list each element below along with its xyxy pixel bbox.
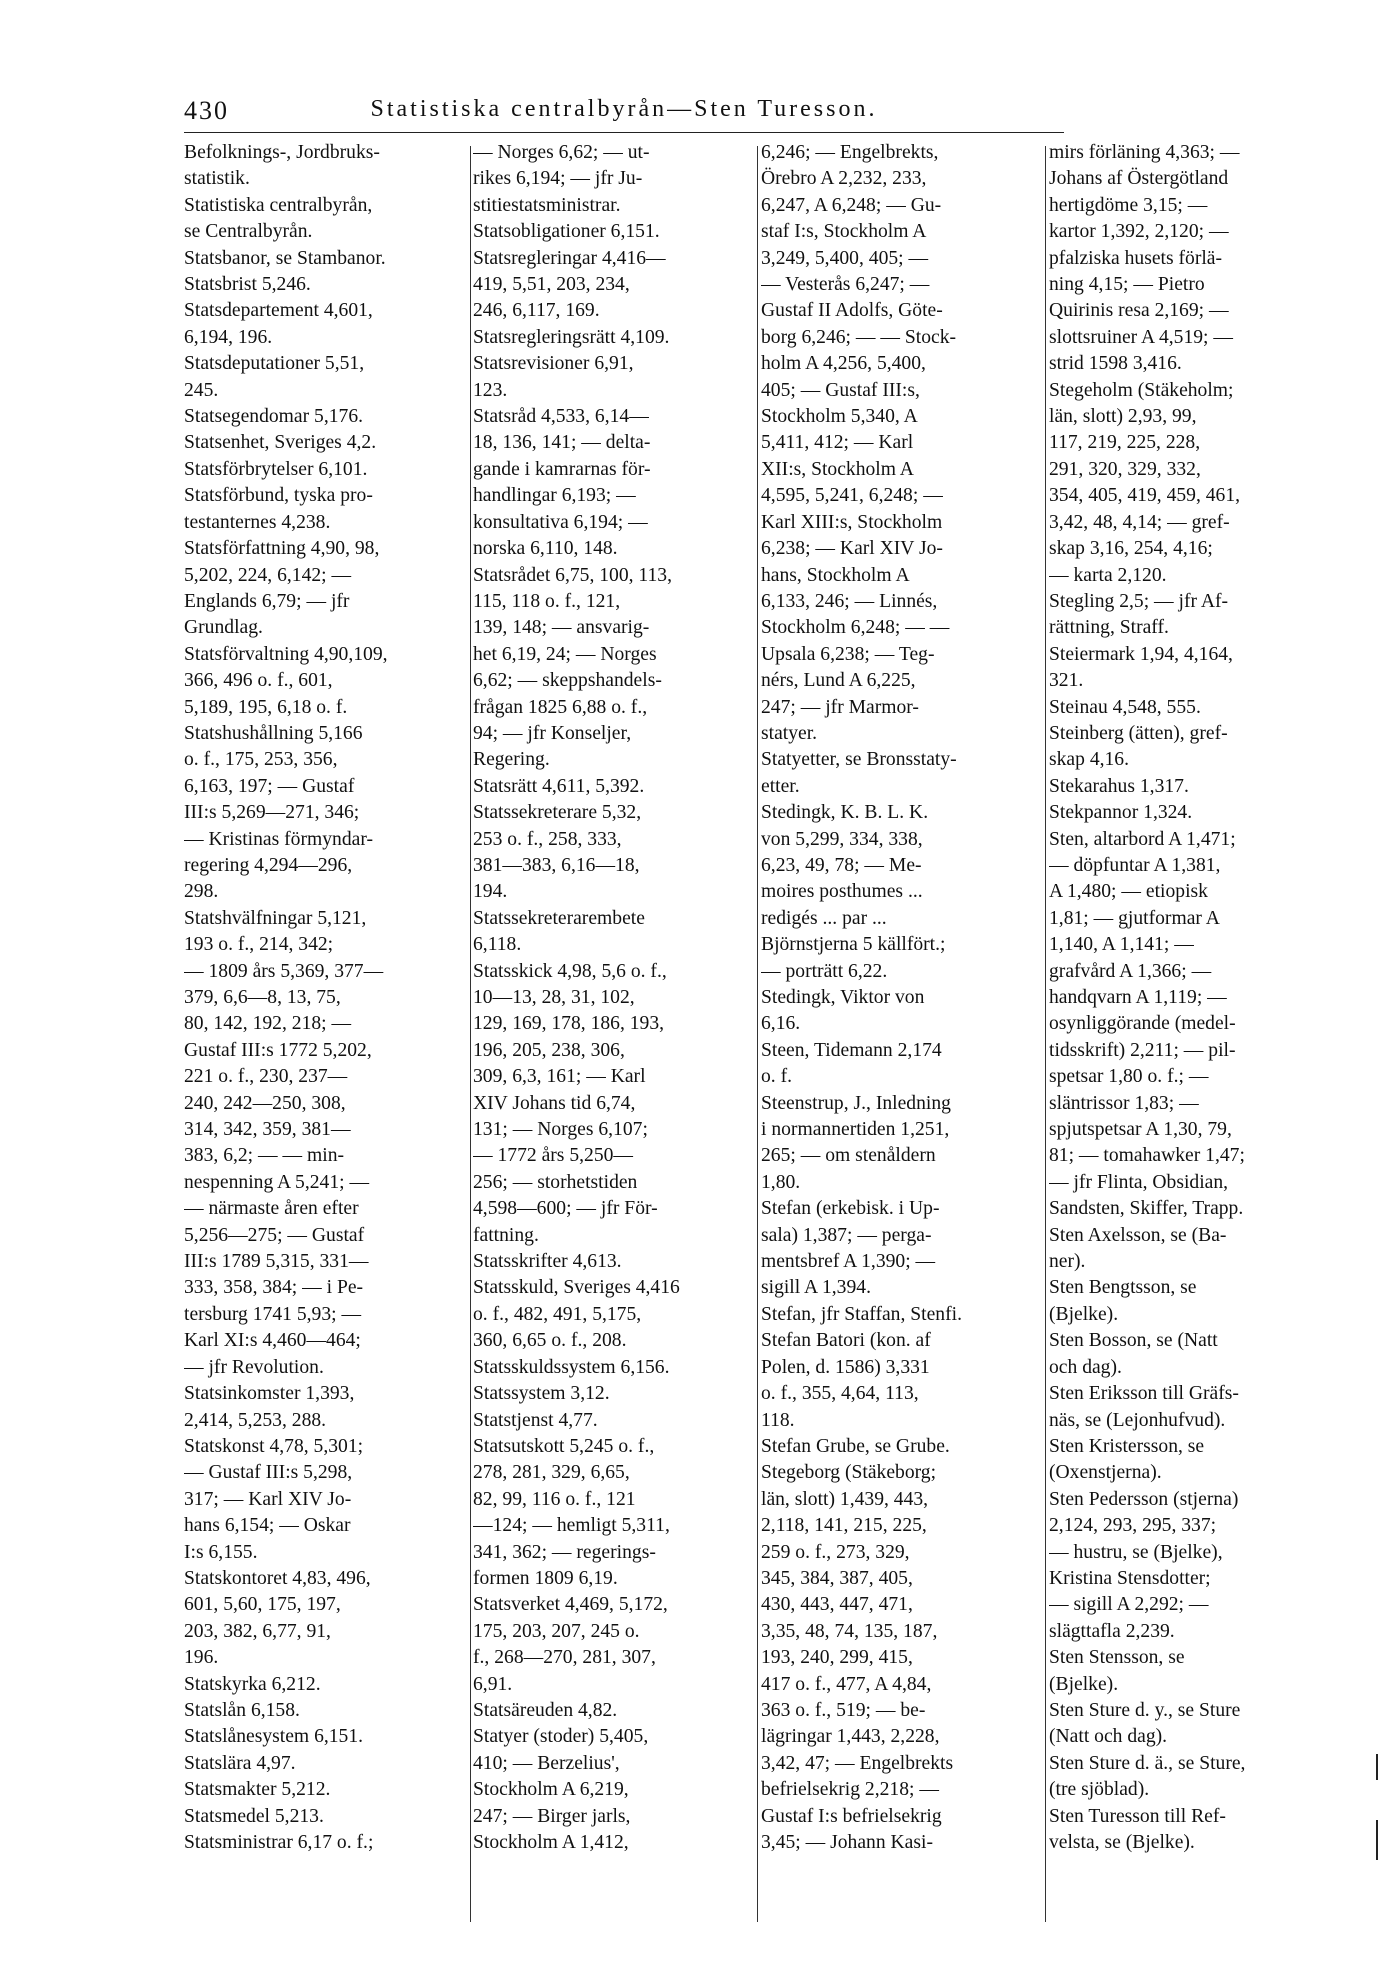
index-line: 256; — storhetstiden xyxy=(473,1171,638,1193)
index-line: Statssekreterare 5,32, xyxy=(473,802,642,824)
index-line: testanternes 4,238. xyxy=(184,511,331,533)
index-line: (Oxenstjerna). xyxy=(1049,1462,1162,1484)
index-line: Sten Pedersson (stjerna) xyxy=(1049,1488,1239,1510)
index-line: Sten Stensson, se xyxy=(1049,1647,1185,1669)
index-line: XII:s, Stockholm A xyxy=(761,458,914,480)
index-line: Statsmakter 5,212. xyxy=(184,1779,331,1801)
index-line: 247; — jfr Marmor- xyxy=(761,696,919,718)
index-line: Statslån 6,158. xyxy=(184,1699,300,1721)
index-line: 240, 242—250, 308, xyxy=(184,1092,346,1114)
index-line: hertigdöme 3,15; — xyxy=(1049,194,1208,216)
index-line: sala) 1,387; — perga- xyxy=(761,1224,932,1246)
index-line: 6,62; — skeppshandels- xyxy=(473,670,662,692)
index-line: Statskonst 4,78, 5,301; xyxy=(184,1435,364,1457)
index-line: Statsinkomster 1,393, xyxy=(184,1383,355,1405)
index-line: näs, se (Lejonhufvud). xyxy=(1049,1409,1226,1431)
index-line: Statstjenst 4,77. xyxy=(473,1409,598,1431)
index-line: Statsmedel 5,213. xyxy=(184,1805,324,1827)
index-line: 265; — om stenåldern xyxy=(761,1145,936,1167)
index-line: Statsregleringar 4,416— xyxy=(473,247,666,269)
index-line: 80, 142, 192, 218; — xyxy=(184,1013,352,1035)
index-line: 298. xyxy=(184,881,219,903)
index-line: —124; — hemligt 5,311, xyxy=(473,1515,670,1537)
index-line: Statyetter, se Bronsstaty- xyxy=(761,749,957,771)
index-line: 366, 496 o. f., 601, xyxy=(184,670,333,692)
index-line: i normannertiden 1,251, xyxy=(761,1119,950,1141)
index-line: 309, 6,3, 161; — Karl xyxy=(473,1066,646,1088)
index-line: Statsregleringsrätt 4,109. xyxy=(473,326,670,348)
index-line: (tre sjöblad). xyxy=(1049,1779,1150,1801)
index-line: Statsenhet, Sveriges 4,2. xyxy=(184,432,377,454)
index-line: Englands 6,79; — jfr xyxy=(184,590,350,612)
index-line: Statssystem 3,12. xyxy=(473,1383,610,1405)
index-line: ner). xyxy=(1049,1251,1086,1273)
index-line: 417 o. f., 477, A 4,84, xyxy=(761,1673,932,1695)
index-line: 6,163, 197; — Gustaf xyxy=(184,775,355,797)
index-line: 221 o. f., 230, 237— xyxy=(184,1066,348,1088)
index-line: Sten Bengtsson, se xyxy=(1049,1277,1197,1299)
index-line: 194. xyxy=(473,881,508,903)
index-line: lägringar 1,443, 2,228, xyxy=(761,1726,940,1748)
index-line: pfalziska husets förlä- xyxy=(1049,247,1223,269)
index-line: 131; — Norges 6,107; xyxy=(473,1119,648,1141)
index-line: 4,598—600; — jfr För- xyxy=(473,1198,658,1220)
index-line: handqvarn A 1,119; — xyxy=(1049,987,1227,1008)
index-line: och dag). xyxy=(1049,1356,1122,1378)
index-line: fattning. xyxy=(473,1224,539,1246)
index-line: Sten Sture d. ä., se Sture, xyxy=(1049,1752,1246,1774)
index-line: Sandsten, Skiffer, Trapp. xyxy=(1049,1198,1244,1220)
index-line: 2,118, 141, 215, 225, xyxy=(761,1515,927,1537)
index-line: Karl XIII:s, Stockholm xyxy=(761,511,943,533)
index-line: etter. xyxy=(761,775,800,797)
index-line: 1,80. xyxy=(761,1171,801,1193)
index-line: 2,414, 5,253, 288. xyxy=(184,1409,327,1431)
index-line: Örebro A 2,232, 233, xyxy=(761,168,927,190)
index-line: Statsrevisioner 6,91, xyxy=(473,353,634,375)
index-line: Stefan (erkebisk. i Up- xyxy=(761,1198,940,1220)
index-line: velsta, se (Bjelke). xyxy=(1049,1832,1195,1853)
index-line: 291, 320, 329, 332, xyxy=(1049,458,1201,480)
index-line: o. f., 482, 491, 5,175, xyxy=(473,1303,642,1325)
index-line: nérs, Lund A 6,225, xyxy=(761,670,916,692)
index-line: stitiestatsministrar. xyxy=(473,194,621,216)
index-line: Sten Bosson, se (Natt xyxy=(1049,1330,1218,1352)
index-line: Kristina Stensdotter; xyxy=(1049,1567,1211,1589)
index-column-2 xyxy=(473,140,756,1930)
index-line: rättning, Straff. xyxy=(1049,617,1169,639)
index-line: 247; — Birger jarls, xyxy=(473,1805,631,1827)
index-line: Steiermark 1,94, 4,164, xyxy=(1049,643,1233,665)
index-line: Stockholm 6,248; — — xyxy=(761,617,950,639)
index-line: borg 6,246; — — Stock- xyxy=(761,326,957,348)
index-line: 419, 5,51, 203, 234, xyxy=(473,274,630,296)
index-line: nespenning A 5,241; — xyxy=(184,1171,370,1193)
index-line: Befolknings-, Jordbruks- xyxy=(184,142,380,163)
index-line: kartor 1,392, 2,120; — xyxy=(1049,221,1229,243)
index-line: — Gustaf III:s 5,298, xyxy=(184,1462,353,1484)
index-line: 259 o. f., 273, 329, xyxy=(761,1541,910,1563)
index-line: Statsskuldssystem 6,156. xyxy=(473,1356,670,1378)
index-line: 175, 203, 207, 245 o. xyxy=(473,1620,640,1642)
index-line: Statsutskott 5,245 o. f., xyxy=(473,1435,655,1457)
running-head: Statistiska centralbyrån—Sten Turesson. xyxy=(370,96,878,122)
index-line: 379, 6,6—8, 13, 75, xyxy=(184,987,341,1008)
index-line: 405; — Gustaf III:s, xyxy=(761,379,920,401)
index-line: — närmaste åren efter xyxy=(184,1198,359,1220)
index-line: Grundlag. xyxy=(184,617,263,639)
index-line: Statsrådet 6,75, 100, 113, xyxy=(473,564,672,586)
index-line: Steenstrup, J., Inledning xyxy=(761,1092,951,1114)
index-line: Statshvälfningar 5,121, xyxy=(184,907,367,929)
index-line: spjutspetsar A 1,30, 79, xyxy=(1049,1119,1232,1141)
index-line: Statsäreuden 4,82. xyxy=(473,1699,618,1721)
index-line: — Kristinas förmyndar- xyxy=(184,828,373,850)
page-number: 430 xyxy=(184,96,229,125)
index-line: Statsråd 4,533, 6,14— xyxy=(473,406,649,428)
index-line: Statsbrist 5,246. xyxy=(184,274,311,296)
index-line: 115, 118 o. f., 121, xyxy=(473,590,621,612)
index-line: 253 o. f., 258, 333, xyxy=(473,828,622,850)
index-line: formen 1809 6,19. xyxy=(473,1567,618,1589)
index-line: statyer. xyxy=(761,722,818,744)
index-line: Johans af Östergötland xyxy=(1049,168,1229,190)
index-line: 3,42, 47; — Engelbrekts xyxy=(761,1752,954,1774)
index-line: — jfr Flinta, Obsidian, xyxy=(1049,1171,1229,1193)
index-line: Statshushållning 5,166 xyxy=(184,722,363,744)
index-line: Statsförbund, tyska pro- xyxy=(184,485,373,507)
index-line: Stekpannor 1,324. xyxy=(1049,802,1193,824)
index-line: 3,249, 5,400, 405; — xyxy=(761,247,929,269)
index-line: tidsskrift) 2,211; — pil- xyxy=(1049,1039,1236,1061)
index-line: län, slott) 1,439, 443, xyxy=(761,1488,929,1510)
index-line: konsultativa 6,194; — xyxy=(473,511,648,533)
index-line: moires posthumes ... xyxy=(761,881,923,903)
index-line: 94; — jfr Konseljer, xyxy=(473,722,632,744)
index-line: o. f. xyxy=(761,1066,793,1088)
index-line: holm A 4,256, 5,400, xyxy=(761,353,926,375)
index-line: Stegeborg (Stäkeborg; xyxy=(761,1462,937,1484)
index-line: 430, 443, 447, 471, xyxy=(761,1594,913,1616)
index-column-4 xyxy=(1049,140,1343,1930)
index-line: Steinau 4,548, 555. xyxy=(1049,696,1201,718)
index-line: Statssekreterarembete xyxy=(473,907,645,929)
index-line: ning 4,15; — Pietro xyxy=(1049,274,1205,296)
index-line: III:s 5,269—271, 346; xyxy=(184,802,360,824)
index-line: Sten, altarbord A 1,471; xyxy=(1049,828,1236,850)
index-line: 139, 148; — ansvarig- xyxy=(473,617,650,639)
index-line: 193, 240, 299, 415, xyxy=(761,1647,913,1669)
index-column-1 xyxy=(184,140,469,1930)
index-line: 410; — Berzelius', xyxy=(473,1752,620,1774)
index-line: slottsruiner A 4,519; — xyxy=(1049,326,1233,348)
index-line: 196, 205, 238, 306, xyxy=(473,1039,625,1061)
index-line: 6,246; — Engelbrekts, xyxy=(761,142,939,163)
index-line: o. f., 175, 253, 356, xyxy=(184,749,338,771)
index-line: Stockholm 5,340, A xyxy=(761,406,918,428)
index-line: 6,194, 196. xyxy=(184,326,273,348)
index-line: Steen, Tidemann 2,174 xyxy=(761,1039,942,1061)
index-line: 6,16. xyxy=(761,1013,801,1035)
index-line: Statslånesystem 6,151. xyxy=(184,1726,364,1748)
index-line: — sigill A 2,292; — xyxy=(1049,1594,1209,1616)
index-line: Statsobligationer 6,151. xyxy=(473,221,660,243)
index-line: 333, 358, 384; — i Pe- xyxy=(184,1277,364,1299)
index-line: — döpfuntar A 1,381, xyxy=(1049,854,1221,876)
index-line: 6,247, A 6,248; — Gu- xyxy=(761,194,942,216)
index-line: 363 o. f., 519; — be- xyxy=(761,1699,926,1721)
column-divider xyxy=(1045,146,1046,1922)
index-line: — hustru, se (Bjelke), xyxy=(1049,1541,1223,1563)
header-rule xyxy=(184,132,1064,133)
index-line: sigill A 1,394. xyxy=(761,1277,871,1299)
index-line: befrielsekrig 2,218; — xyxy=(761,1779,939,1801)
index-line: Statsförvaltning 4,90,109, xyxy=(184,643,388,665)
index-line: Karl XI:s 4,460—464; xyxy=(184,1330,361,1352)
index-line: Björnstjerna 5 källfört.; xyxy=(761,934,946,956)
index-line: 341, 362; — regerings- xyxy=(473,1541,656,1563)
index-line: handlingar 6,193; — xyxy=(473,485,636,507)
index-line: Stefan Grube, se Grube. xyxy=(761,1435,950,1457)
index-line: Gustaf III:s 1772 5,202, xyxy=(184,1039,372,1061)
index-line: Stockholm A 6,219, xyxy=(473,1779,629,1801)
index-line: Statskyrka 6,212. xyxy=(184,1673,321,1695)
index-line: 381—383, 6,16—18, xyxy=(473,854,640,876)
index-line: 10—13, 28, 31, 102, xyxy=(473,987,635,1008)
index-line: staf I:s, Stockholm A xyxy=(761,221,927,243)
index-line: Quirinis resa 2,169; — xyxy=(1049,300,1229,322)
index-line: 203, 382, 6,77, 91, xyxy=(184,1620,331,1642)
index-line: — karta 2,120. xyxy=(1049,564,1167,586)
index-line: hans 6,154; — Oskar xyxy=(184,1515,351,1537)
index-line: 6,133, 246; — Linnés, xyxy=(761,590,938,612)
index-line: 360, 6,65 o. f., 208. xyxy=(473,1330,627,1352)
index-line: 82, 99, 116 o. f., 121 xyxy=(473,1488,636,1510)
edge-mark xyxy=(1376,1754,1378,1780)
index-line: Sten Sture d. y., se Sture xyxy=(1049,1699,1241,1721)
index-line: XIV Johans tid 6,74, xyxy=(473,1092,636,1114)
index-line: 6,91. xyxy=(473,1673,513,1695)
index-line: 278, 281, 329, 6,65, xyxy=(473,1462,630,1484)
index-line: Stegeholm (Stäkeholm; xyxy=(1049,379,1234,401)
index-line: 3,42, 48, 4,14; — gref- xyxy=(1049,511,1230,533)
edge-mark xyxy=(1376,1820,1378,1860)
index-line: 5,189, 195, 6,18 o. f. xyxy=(184,696,348,718)
index-line: Statskontoret 4,83, 496, xyxy=(184,1567,371,1589)
index-line: Stegling 2,5; — jfr Af- xyxy=(1049,590,1229,612)
index-line: Statsministrar 6,17 o. f.; xyxy=(184,1832,374,1853)
index-line: Statsegendomar 5,176. xyxy=(184,406,364,428)
index-line: Upsala 6,238; — Teg- xyxy=(761,643,935,665)
index-line: statistik. xyxy=(184,168,250,190)
index-line: Regering. xyxy=(473,749,550,771)
index-line: 18, 136, 141; — delta- xyxy=(473,432,651,454)
index-line: mentsbref A 1,390; — xyxy=(761,1251,936,1273)
column-divider xyxy=(757,146,758,1922)
index-line: 123. xyxy=(473,379,508,401)
index-line: 345, 384, 387, 405, xyxy=(761,1567,913,1589)
index-line: Stedingk, Viktor von xyxy=(761,987,925,1008)
index-line: — porträtt 6,22. xyxy=(761,960,888,982)
index-line: Steinberg (ätten), gref- xyxy=(1049,722,1228,744)
index-line: Statsskrifter 4,613. xyxy=(473,1251,622,1273)
index-line: — Norges 6,62; — ut- xyxy=(473,142,650,163)
index-line: von 5,299, 334, 338, xyxy=(761,828,923,850)
index-line: 6,118. xyxy=(473,934,522,956)
index-line: 5,256—275; — Gustaf xyxy=(184,1224,365,1246)
index-line: Sten Eriksson till Gräfs- xyxy=(1049,1383,1239,1405)
index-line: Gustaf I:s befrielsekrig xyxy=(761,1805,942,1827)
index-line: Polen, d. 1586) 3,331 xyxy=(761,1356,930,1378)
index-line: 118. xyxy=(761,1409,795,1431)
index-line: skap 4,16. xyxy=(1049,749,1130,771)
index-line: tersburg 1741 5,93; — xyxy=(184,1303,362,1325)
index-line: het 6,19, 24; — Norges xyxy=(473,643,657,665)
index-line: se Centralbyrån. xyxy=(184,221,313,243)
index-line: regering 4,294—296, xyxy=(184,854,353,876)
index-line: Stekarahus 1,317. xyxy=(1049,775,1189,797)
index-line: Statsdepartement 4,601, xyxy=(184,300,373,322)
index-line: 1,81; — gjutformar A xyxy=(1049,907,1220,929)
index-line: Stefan Batori (kon. af xyxy=(761,1330,931,1352)
index-line: Statsförfattning 4,90, 98, xyxy=(184,538,380,560)
index-line: I:s 6,155. xyxy=(184,1541,258,1563)
index-line: 246, 6,117, 169. xyxy=(473,300,600,322)
index-line: 3,35, 48, 74, 135, 187, xyxy=(761,1620,938,1642)
index-line: 193 o. f., 214, 342; xyxy=(184,934,334,956)
index-line: 5,411, 412; — Karl xyxy=(761,432,914,454)
index-line: Stefan, jfr Staffan, Stenfi. xyxy=(761,1303,962,1325)
index-line: Statsbanor, se Stambanor. xyxy=(184,247,386,269)
index-line: Statsrätt 4,611, 5,392. xyxy=(473,775,645,797)
index-line: 129, 169, 178, 186, 193, xyxy=(473,1013,665,1035)
index-line: strid 1598 3,416. xyxy=(1049,353,1182,375)
index-line: 314, 342, 359, 381— xyxy=(184,1119,351,1141)
index-line: Statsverket 4,469, 5,172, xyxy=(473,1594,668,1616)
index-line: 321. xyxy=(1049,670,1084,692)
index-line: län, slott) 2,93, 99, xyxy=(1049,406,1197,428)
index-line: 117, 219, 225, 228, xyxy=(1049,432,1201,454)
index-line: 6,23, 49, 78; — Me- xyxy=(761,854,922,876)
index-line: Stockholm A 1,412, xyxy=(473,1832,629,1853)
index-line: Sten Turesson till Ref- xyxy=(1049,1805,1226,1827)
index-line: Statsskick 4,98, 5,6 o. f., xyxy=(473,960,667,982)
index-line: Sten Kristersson, se xyxy=(1049,1435,1205,1457)
index-line: gande i kamrarnas för- xyxy=(473,458,651,480)
index-line: Gustaf II Adolfs, Göte- xyxy=(761,300,943,322)
index-line: 3,45; — Johann Kasi- xyxy=(761,1832,933,1853)
index-line: skap 3,16, 254, 4,16; xyxy=(1049,538,1213,560)
index-line: — 1772 års 5,250— xyxy=(473,1145,634,1167)
index-line: — Vesterås 6,247; — xyxy=(761,274,930,296)
index-line: Statyer (stoder) 5,405, xyxy=(473,1726,649,1748)
column-divider xyxy=(470,146,471,1922)
index-line: III:s 1789 5,315, 331— xyxy=(184,1251,369,1273)
index-line: f., 268—270, 281, 307, xyxy=(473,1647,656,1669)
index-line: 245. xyxy=(184,379,219,401)
index-line: (Natt och dag). xyxy=(1049,1726,1168,1748)
index-line: 2,124, 293, 295, 337; xyxy=(1049,1515,1217,1537)
index-line: Statistiska centralbyrån, xyxy=(184,194,373,216)
index-line: mirs förläning 4,363; — xyxy=(1049,142,1240,163)
index-line: rikes 6,194; — jfr Ju- xyxy=(473,168,643,190)
index-line: o. f., 355, 4,64, 113, xyxy=(761,1383,919,1405)
index-line: 81; — tomahawker 1,47; xyxy=(1049,1145,1245,1167)
index-line: 383, 6,2; — — min- xyxy=(184,1145,345,1167)
index-line: A 1,480; — etiopisk xyxy=(1049,881,1208,903)
index-line: 601, 5,60, 175, 197, xyxy=(184,1594,341,1616)
index-column-3 xyxy=(761,140,1044,1930)
index-line: grafvård A 1,366; — xyxy=(1049,960,1212,982)
index-line: Sten Axelsson, se (Ba- xyxy=(1049,1224,1227,1246)
index-line: frågan 1825 6,88 o. f., xyxy=(473,696,648,718)
index-line: (Bjelke). xyxy=(1049,1673,1119,1695)
index-line: 4,595, 5,241, 6,248; — xyxy=(761,485,943,507)
index-line: slägttafla 2,239. xyxy=(1049,1620,1175,1642)
index-line: 5,202, 224, 6,142; — xyxy=(184,564,352,586)
index-line: spetsar 1,80 o. f.; — xyxy=(1049,1066,1209,1088)
index-line: 6,238; — Karl XIV Jo- xyxy=(761,538,943,560)
index-line: Statsskuld, Sveriges 4,416 xyxy=(473,1277,680,1299)
index-line: Statsdeputationer 5,51, xyxy=(184,353,365,375)
index-line: Stedingk, K. B. L. K. xyxy=(761,802,929,824)
index-line: osynliggörande (medel- xyxy=(1049,1013,1236,1035)
index-line: 354, 405, 419, 459, 461, xyxy=(1049,485,1241,507)
index-line: — jfr Revolution. xyxy=(184,1356,324,1378)
index-line: släntrissor 1,83; — xyxy=(1049,1092,1199,1114)
index-line: 1,140, A 1,141; — xyxy=(1049,934,1194,956)
index-line: hans, Stockholm A xyxy=(761,564,910,586)
index-line: (Bjelke). xyxy=(1049,1303,1119,1325)
page-header xyxy=(184,96,1064,130)
index-line: norska 6,110, 148. xyxy=(473,538,618,560)
index-line: 317; — Karl XIV Jo- xyxy=(184,1488,352,1510)
index-line: — 1809 års 5,369, 377— xyxy=(184,960,384,982)
index-line: Statsförbrytelser 6,101. xyxy=(184,458,368,480)
index-line: redigés ... par ... xyxy=(761,907,887,929)
index-line: Statslära 4,97. xyxy=(184,1752,296,1774)
index-line: 196. xyxy=(184,1647,219,1669)
